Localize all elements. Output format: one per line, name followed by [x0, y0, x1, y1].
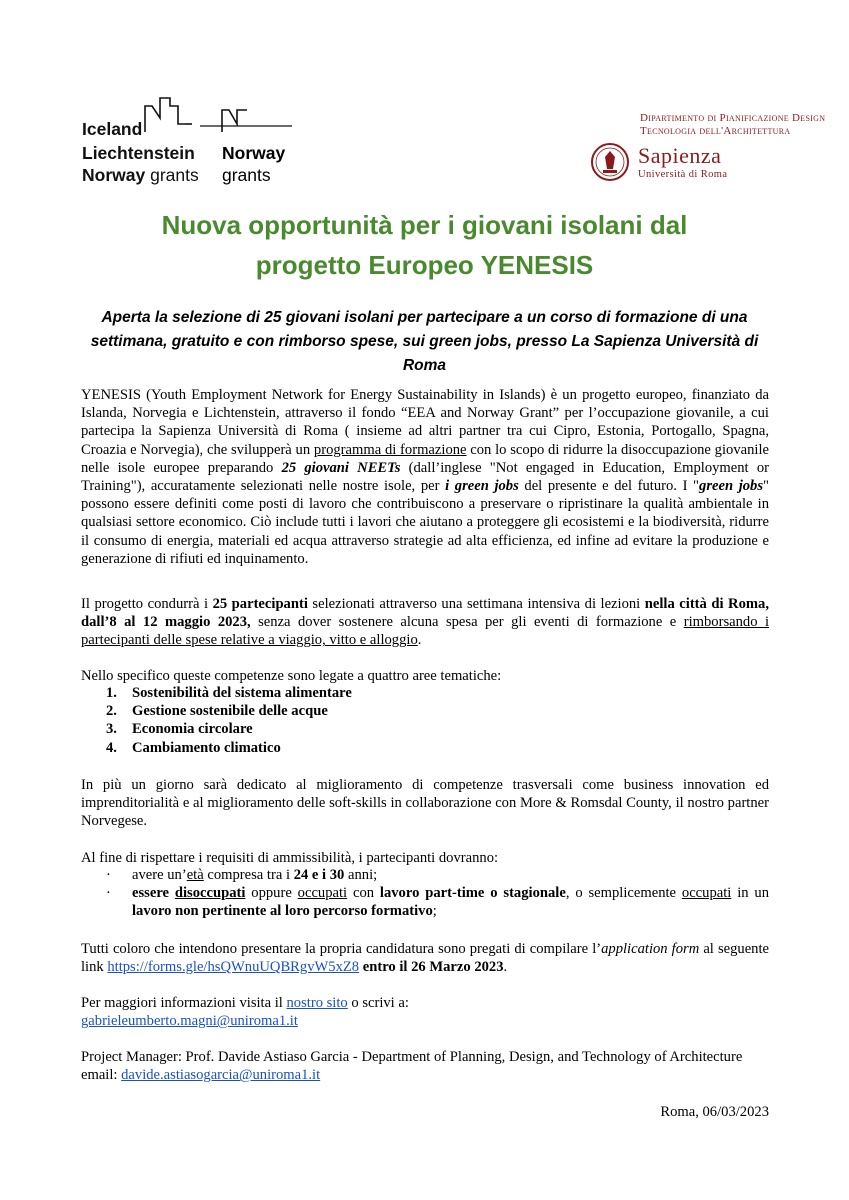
logo-text-iceland: Iceland	[82, 119, 143, 139]
application-form-link[interactable]: https://forms.gle/hsQWnuUQBRgvW5xZ8	[107, 959, 360, 976]
info-paragraph: Per maggiori informazioni visita il nostro sito o scrivi a: gabrieleumberto.magni@uniroma1.it	[81, 995, 409, 1030]
project-manager-paragraph: Project Manager: Prof. Davide Astiaso Garcia - Department of Planning, Design, and Technology of Architecture email: davide.astiasogarcia@uniroma1.it	[81, 1049, 743, 1084]
thematic-areas-list	[106, 684, 352, 757]
contact-email-link[interactable]: gabrieleumberto.magni@uniroma1.it	[81, 1013, 298, 1030]
sapienza-name: Sapienza	[638, 143, 722, 168]
list-item: 4. Cambiamento climatico	[106, 739, 281, 756]
document-date: Roma, 06/03/2023	[660, 1104, 769, 1120]
list-item: 1. Sostenibilità del sistema alimentare	[106, 685, 352, 701]
logo-text-norway-grants: Norway grants	[82, 165, 199, 185]
soft-skills-paragraph: In più un giorno sarà dedicato al miglioramento di competenze trasversali come business innovation ed imprenditorialità e al miglioramento delle soft-skills in collaborazione con More & Romsdal County, il nostro partner Norvegese.	[81, 777, 769, 830]
page-subtitle: Aperta la selezione di 25 giovani isolani per partecipare a un corso di formazione di una settimana, gratuito e con rimborso spese, sui green jobs, presso La Sapienza Università di Roma	[90, 309, 759, 374]
department-name: Dipartimento di Pianificazione Design Tecnologia dell'Architettura	[640, 112, 826, 137]
application-paragraph: Tutti coloro che intendono presentare la propria candidatura sono pregati di compilare l’application form al seguente link https://forms.gle/hsQWnuUQBRgvW5xZ8 entro il 26 Marzo 2023.	[81, 941, 769, 976]
requirements-list	[106, 866, 769, 921]
website-link[interactable]: nostro sito	[286, 995, 348, 1011]
eea-norway-grants-logo	[82, 96, 292, 188]
requirements-intro: Al fine di rispettare i requisiti di ammissibilità, i partecipanti dovranno:	[81, 850, 499, 866]
logo-text-liechtenstein: Liechtenstein	[82, 143, 195, 163]
logo-text-norway: Norway	[222, 143, 286, 163]
intro-paragraph: YENESIS (Youth Employment Network for Energy Sustainability in Islands) è un progetto europeo, finanziato da Islanda, Norvegia e Lichtenstein, attraverso il fondo “EEA and Norway Grant” per l’occupazione giovanile, a cui partecipa la Sapienza Università di Roma ( insieme ad altri partner tra cui Cipro, Estonia, Portogallo, Spagna, Croazia e Norvegia), che svilupperà un programma di formazione con lo scopo di ridurre la disoccupazione giovanile nelle isole europee preparando 25 giovani NEETs (dall’inglese "Not engaged in Education, Employment or Training"), accuratamente selezionati nelle nostre isole, per i green jobs del presente e del futuro. I "green jobs" possono essere definiti come posti di lavoro che contribuiscono a preservare o ripristinare la qualità ambientale in qualsiasi settore economico. Ciò include tutti i lavori che aiutano a proteggere gli ecosistemi e la biodiversità, ridurre il consumo di energia, materiali ed acqua attraverso strategie ad alta efficienza, ed infine ad evitare la produzione e generazione di rifiuti ed inquinamento.	[81, 387, 769, 567]
sapienza-subtitle: Università di Roma	[638, 169, 728, 180]
sapienza-seal-icon	[590, 142, 630, 182]
list-item: 2. Gestione sostenibile delle acque	[106, 703, 328, 720]
manager-email-link[interactable]: davide.astiasogarcia@uniroma1.it	[121, 1067, 321, 1084]
list-item: · avere un’età compresa tra i 24 e i 30 anni;	[106, 867, 378, 883]
logo-text-grants: grants	[222, 165, 271, 185]
areas-intro: Nello specifico queste competenze sono legate a quattro aree tematiche:	[81, 668, 502, 684]
page-title: Nuova opportunità per i giovani isolani dal progetto Europeo YENESIS	[161, 210, 688, 280]
program-paragraph: Il progetto condurrà i 25 partecipanti selezionati attraverso una settimana intensiva di lezioni nella città di Roma, dall’8 al 12 maggio 2023, senza dover sostenere alcuna spesa per gli eventi di formazione e rimborsando i partecipanti delle spese relative a viaggio, vitto e alloggio.	[81, 596, 769, 649]
list-item: 3. Economia circolare	[106, 721, 253, 738]
sapienza-logo	[590, 112, 830, 192]
list-item: · essere disoccupati oppure occupati con lavoro part-time o stagionale, o semplicemente occupati in un lavoro non pertinente al loro percorso formativo;	[106, 885, 769, 920]
